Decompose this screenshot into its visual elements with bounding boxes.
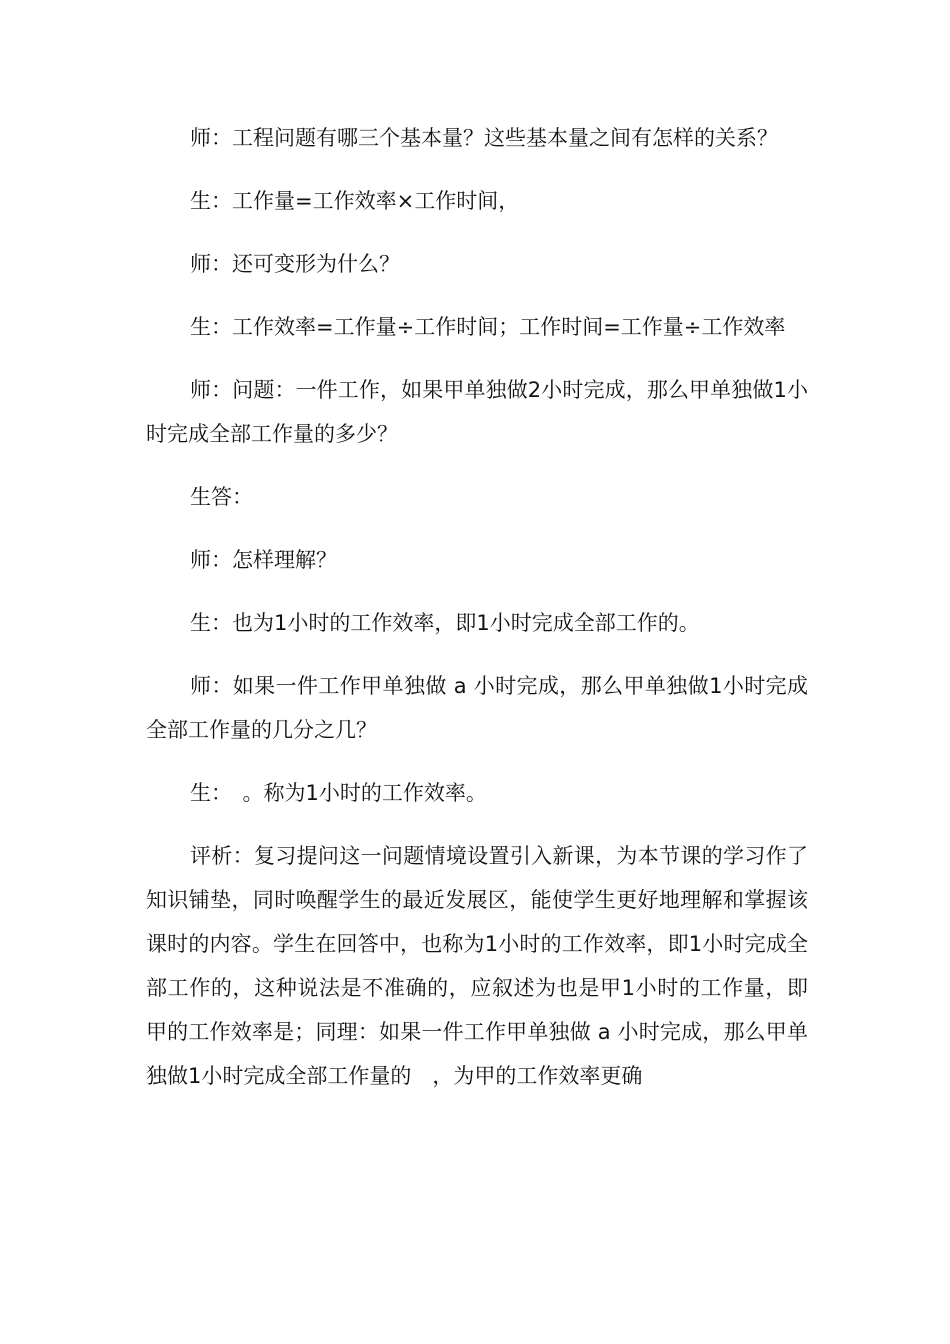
paragraph-teacher-question-1: 师：工程问题有哪三个基本量？这些基本量之间有怎样的关系？ [190, 126, 778, 150]
paragraph-student-reply: 生答： [190, 485, 253, 509]
paragraph-student-answer-4: 生： 。称为1小时的工作效率。 [190, 781, 487, 805]
paragraph-commentary: 评析：复习提问这一问题情境设置引入新课，为本节课的学习作了知识铺垫，同时唤醒学生的最近发展区，能使学生更好地理解和掌握该课时的内容。学生在回答中，也称为1小时的工作效率，即1小时完成全部工作的，这种说法是不准确的，应叙述为也是甲1小时的工作量，即甲的工作效率是；同理：如果一件工作甲单独做 a 小时完成，那么甲单独做1小时完成全部工作量的 ，为甲的工作效率更确 [146, 844, 808, 1088]
document-body [146, 116, 808, 1098]
paragraph-teacher-question-3: 师：怎样理解？ [190, 548, 337, 572]
paragraph-teacher-problem-2: 师：如果一件工作甲单独做 a 小时完成，那么甲单独做1小时完成全部工作量的几分之几？ [146, 674, 808, 742]
paragraph-student-answer-2: 生：工作效率=工作量÷工作时间；工作时间=工作量÷工作效率 [190, 315, 786, 339]
paragraph-student-answer-1: 生：工作量=工作效率×工作时间， [190, 189, 520, 213]
paragraph-teacher-question-2: 师：还可变形为什么？ [190, 252, 400, 276]
paragraph-student-answer-3: 生：也为1小时的工作效率，即1小时完成全部工作的。 [190, 611, 700, 635]
paragraph-teacher-problem-1: 师：问题：一件工作，如果甲单独做2小时完成，那么甲单独做1小时完成全部工作量的多少？ [146, 378, 808, 446]
